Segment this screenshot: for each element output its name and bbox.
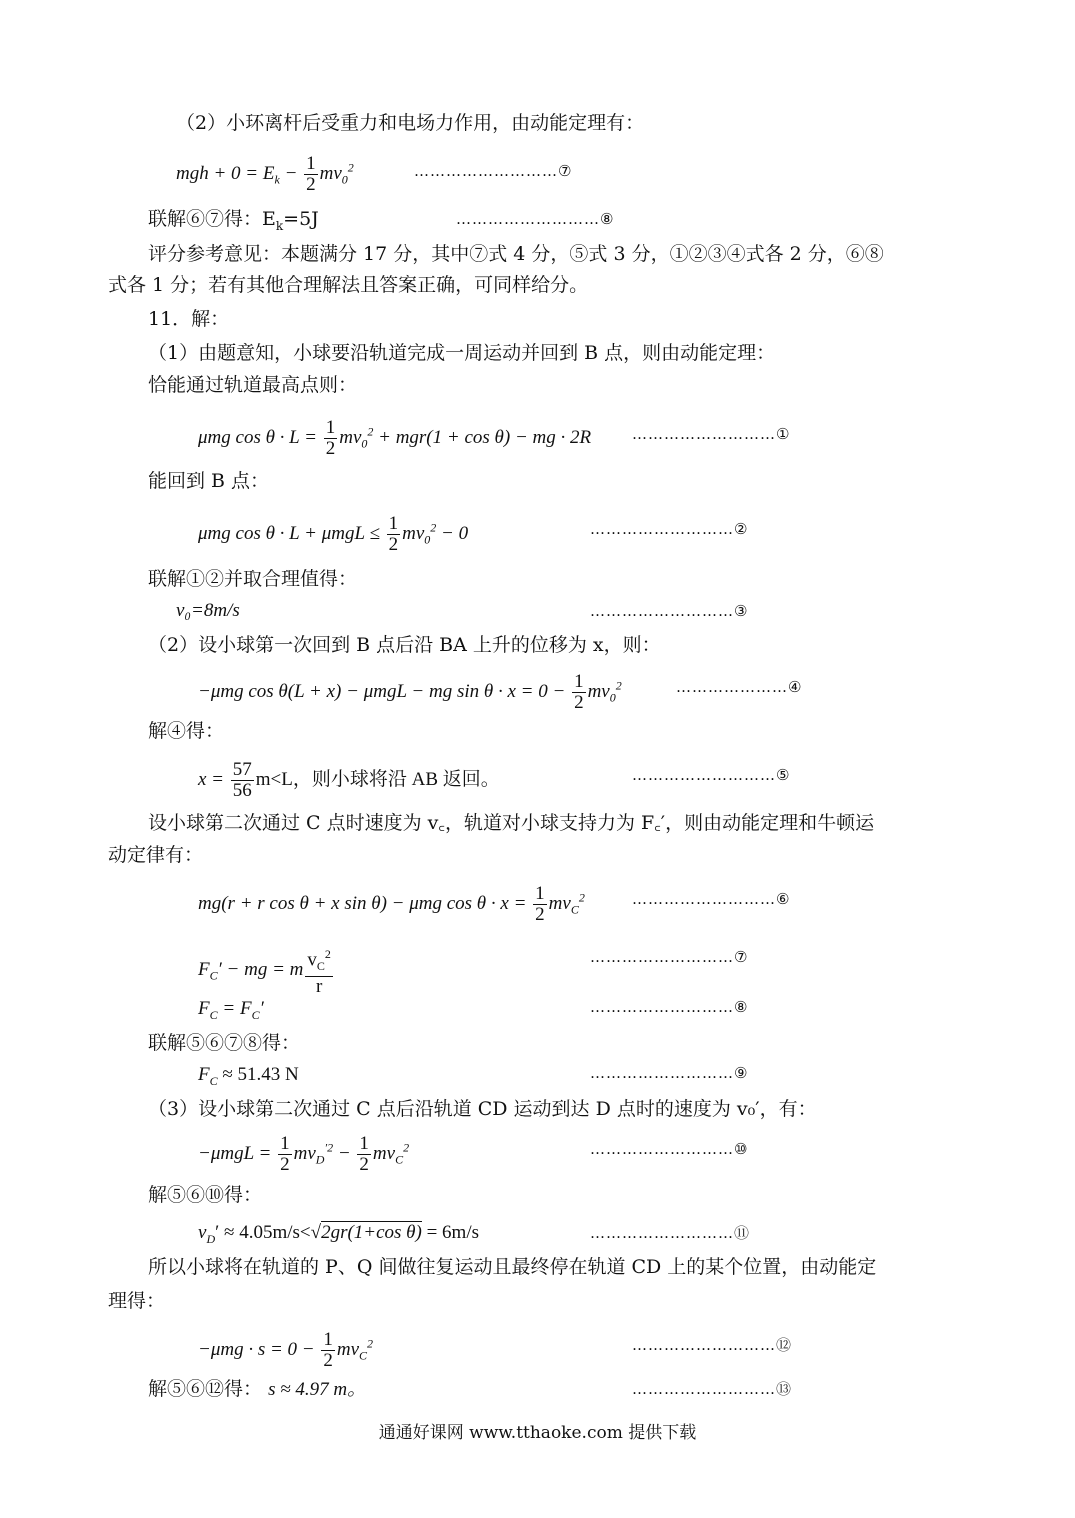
equation-12: −μmg · s = 0 − $\frac{1}{2}$ $mv_C^2$ [198,1329,374,1371]
tag-5: ………………………⑤ [632,766,791,784]
tag-8b: ………………………⑧ [590,998,749,1016]
eq7-sub: k [274,172,280,187]
equation-7: mgh + $0 = E_k$ − $\frac{1}{2}$ $mv_0^2$ [176,153,354,195]
equation-7b: $F_C'$ − mg = m $\frac{v_C^2}{r}$ [198,944,335,997]
equation-4: −μmg cos θ(L + x) − μmgL − mg sin θ · x = 0 − $\frac{1}{2}$ $mv_0^2$ [198,671,622,713]
solve-5612: 解⑤⑥⑫得： s ≈ 4.97 m。 [148,1378,367,1400]
half-fraction: $\frac{1}{2}$ [325,417,336,459]
q11-top-point: 恰能通过轨道最高点则： [148,374,358,396]
half-fraction: $\frac{1}{2}$ [535,883,545,925]
tag-12: ………………………⑫ [632,1336,793,1354]
half-fraction: $\frac{1}{2}$ [388,513,399,555]
equation-5: x = $\frac{57}{56}$ m<L，则小球将沿 AB 返回。 [198,759,500,801]
tag-11: ………………………⑪ [590,1224,751,1242]
eq7-rhs: mv [319,162,342,184]
x-fraction: $\frac{57}{56}$ [232,759,252,801]
equation-8: $F_C = F_C'$ [198,998,264,1022]
solve-5610: 解⑤⑥⑩得： [148,1184,263,1206]
half-fraction: $\frac{1}{2}$ [359,1133,369,1175]
v-over-r-fraction: $\frac{v_C^2}{r}$ [305,944,333,997]
tag-1: ………………………① [632,425,791,443]
eq7-mid: − [279,162,303,184]
question-11: 11．解： [148,308,230,330]
tag-2: ………………………② [590,520,749,538]
equation-1: μmg cos θ · L = $\frac{1}{2}$ $mv_0^2 + mgr(1 + \cos \theta)$ − mg · 2R [198,417,592,459]
c-paragraph-line-2: 动定律有： [108,844,204,866]
score-line-1: 评分参考意见：本题满分 17 分，其中⑦式 4 分，⑤式 3 分，①②③④式各 2 分，⑥⑧ [148,243,884,265]
tag-4: …………………④ [676,678,803,696]
equation-6: mg(r + r cos θ + x sin θ) − μmg cos θ · x = $\frac{1}{2}$ $mv_C^2$ [198,883,585,925]
half-fraction: $\frac{1}{2}$ [280,1133,290,1175]
sqrt-symbol: √ [310,1222,322,1243]
tag-7: ………………………⑦ [414,162,573,180]
tag-13: ………………………⑬ [632,1380,793,1398]
equation-2: μmg cos θ · L + μmgL ≤ $\frac{1}{2}$ $mv_0^2 - 0$ [198,513,469,555]
half-fraction: $\frac{1}{2}$ [323,1329,333,1371]
q11-part1: （1）由题意知，小球要沿轨道完成一周运动并回到 B 点，则由动能定理： [148,342,776,364]
tag-9: ………………………⑨ [590,1064,749,1082]
tag-6: ………………………⑥ [632,890,791,908]
pq-paragraph-line-2: 理得： [108,1290,166,1312]
q11-part3: （3）设小球第二次通过 C 点后沿轨道 CD 运动到达 D 点时的速度为 v₀′，有： [148,1098,817,1120]
half-fraction: $\frac{1}{2}$ [574,671,584,713]
tag-3: ………………………③ [590,602,749,620]
tag-10: ………………………⑩ [590,1140,749,1158]
solve-4: 解④得： [148,720,225,742]
back-to-b: 能回到 B 点： [148,470,270,492]
tag-8: ………………………⑧ [456,210,615,228]
part2-intro: （2）小环离杆后受重力和电场力作用，由动能定理有： [176,112,645,134]
eq7-lhs: mgh + 0 = E [176,162,275,184]
pq-paragraph-line-1: 所以小球将在轨道的 P、Q 间做往复运动且最终停在轨道 CD 上的某个位置，由动能定 [148,1256,877,1278]
s-value: s ≈ 4.97 m。 [268,1379,367,1400]
solve-67: 联解⑥⑦得：$E_k=5J$ [148,208,319,233]
equation-9: $F_C \approx 51.43$ N [198,1064,299,1088]
q11-part2: （2）设小球第一次回到 B 点后沿 BA 上升的位移为 x，则： [148,634,661,656]
equation-11: $v_D' \approx 4.05m/s<√2gr(1+\cos$ θ) = 6m/s [198,1222,480,1246]
c-paragraph-line-1: 设小球第二次通过 C 点时速度为 v꜀，轨道对小球支持力为 F꜀′，则由动能定理和牛顿运 [148,812,875,834]
v0-value: v₀=8m/s [176,600,240,621]
equation-10: −μmgL = $\frac{1}{2}$ $mv_D^{'2}$ − $\frac{1}{2}$ $mv_C^2$ [198,1133,410,1175]
half-fraction: $\frac{1}{2}$ [306,153,316,195]
footer: 通通好课网 www.tthaoke.com 提供下载 [378,1423,697,1443]
tag-7b: ………………………⑦ [590,948,749,966]
solve-5678: 联解⑤⑥⑦⑧得： [148,1032,301,1054]
score-line-2: 式各 1 分；若有其他合理解法且答案正确，可同样给分。 [108,274,589,296]
solve-12: 联解①②并取合理值得： [148,568,358,590]
